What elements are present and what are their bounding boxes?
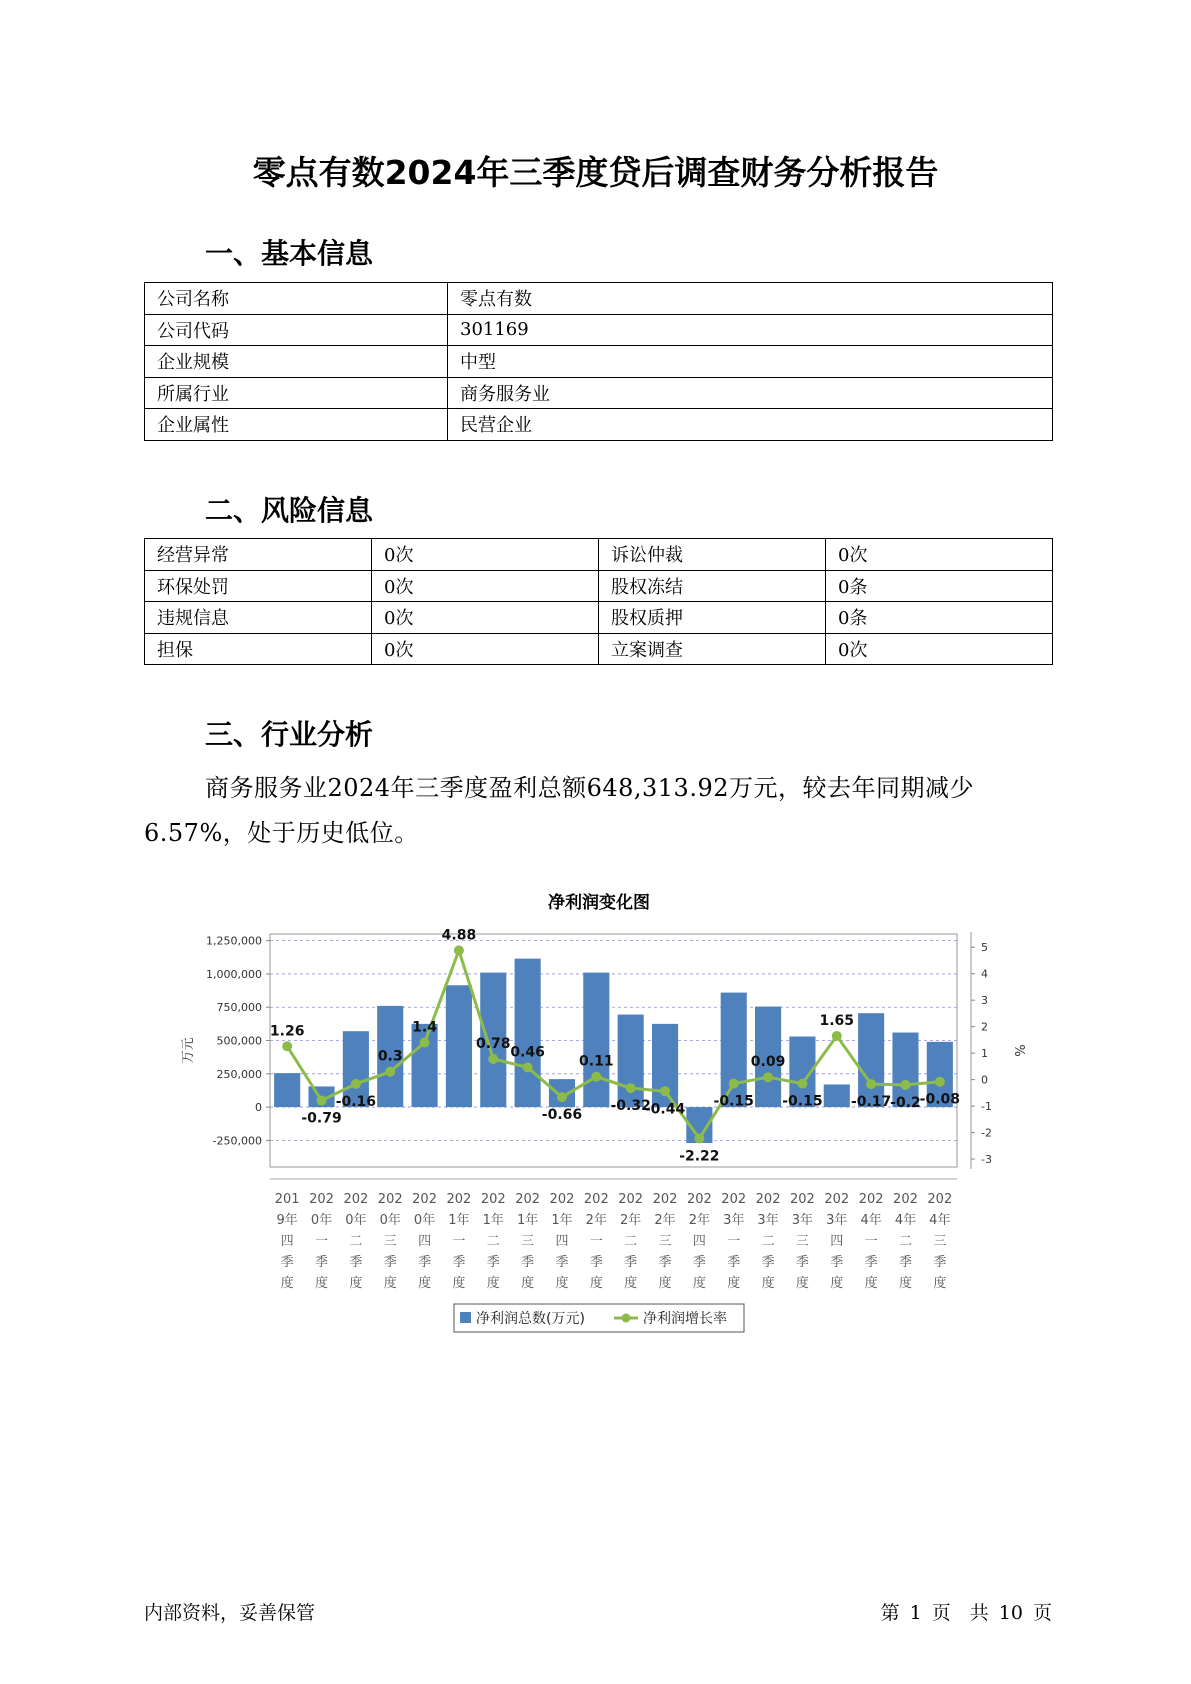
x-tick-label: 202 xyxy=(515,1192,541,1207)
x-tick-label: 一 xyxy=(452,1234,466,1249)
x-tick-label: 季 xyxy=(589,1255,603,1270)
growth-rate-point xyxy=(660,1086,670,1096)
x-tick-label: 三 xyxy=(795,1234,809,1249)
growth-rate-point xyxy=(935,1077,945,1087)
growth-rate-point xyxy=(626,1083,636,1093)
y-tick-label: 250,000 xyxy=(216,1067,262,1081)
data-label: -0.16 xyxy=(335,1093,377,1110)
company-name-label: 公司名称 xyxy=(145,283,448,315)
x-tick-label: 201 xyxy=(274,1192,300,1207)
x-tick-label: 202 xyxy=(412,1192,437,1207)
x-tick-label: 季 xyxy=(486,1255,500,1270)
data-label: 0.11 xyxy=(579,1053,614,1070)
x-tick-label: 3年 xyxy=(826,1213,848,1228)
x-tick-label: 四 xyxy=(280,1234,294,1249)
net-profit-chart xyxy=(180,880,1026,1340)
x-tick-label: 4年 xyxy=(929,1213,951,1228)
bar xyxy=(721,993,747,1108)
risk-value: 0次 xyxy=(372,570,599,602)
x-tick-label: 二 xyxy=(761,1234,775,1249)
y-tick-label: 0 xyxy=(255,1101,262,1115)
risk-label: 环保处罚 xyxy=(145,570,372,602)
risk-label: 立案调查 xyxy=(599,633,826,665)
legend-bar-label: 净利润总数(万元) xyxy=(476,1311,585,1327)
x-tick-label: 季 xyxy=(452,1255,466,1270)
x-tick-label: 1年 xyxy=(482,1213,504,1228)
x-tick-label: 2年 xyxy=(620,1213,642,1228)
x-tick-label: 3年 xyxy=(757,1213,779,1228)
industry-label: 所属行业 xyxy=(145,377,448,409)
risk-info-table xyxy=(144,538,1053,665)
x-tick-label: 度 xyxy=(624,1276,638,1291)
growth-rate-point xyxy=(523,1062,533,1072)
x-tick-label: 季 xyxy=(315,1255,329,1270)
x-tick-label: 度 xyxy=(280,1276,294,1291)
legend-line-marker xyxy=(622,1314,631,1323)
bar xyxy=(515,959,541,1107)
basic-info-table xyxy=(144,282,1053,441)
x-tick-label: 季 xyxy=(727,1255,741,1270)
table-row xyxy=(145,283,1053,315)
x-tick-label: 度 xyxy=(486,1276,500,1291)
section-heading-industry-analysis: 三、行业分析 xyxy=(205,718,374,751)
x-tick-label: 202 xyxy=(824,1192,850,1207)
x-tick-label: 季 xyxy=(383,1255,397,1270)
x-tick-label: 季 xyxy=(624,1255,638,1270)
growth-rate-point xyxy=(351,1079,361,1089)
y2-tick-label: 4 xyxy=(981,967,988,981)
data-label: -0.2 xyxy=(890,1094,921,1111)
bar xyxy=(858,1013,884,1107)
table-row xyxy=(145,570,1053,602)
risk-value: 0次 xyxy=(372,633,599,665)
growth-rate-point xyxy=(591,1072,601,1082)
bar xyxy=(618,1015,644,1108)
bar xyxy=(446,985,472,1107)
x-tick-label: 季 xyxy=(795,1255,809,1270)
growth-rate-point xyxy=(282,1041,292,1051)
growth-rate-point xyxy=(488,1054,498,1064)
bar xyxy=(412,1024,438,1107)
x-tick-label: 202 xyxy=(309,1192,334,1207)
x-tick-label: 1年 xyxy=(551,1213,573,1228)
footer-confidential-note: 内部资料，妥善保管 xyxy=(144,1602,316,1624)
x-tick-label: 季 xyxy=(418,1255,432,1270)
x-tick-label: 季 xyxy=(830,1255,844,1270)
growth-rate-point xyxy=(420,1038,430,1048)
data-label: -0.08 xyxy=(919,1091,961,1108)
risk-value: 0次 xyxy=(826,633,1053,665)
x-tick-label: 四 xyxy=(830,1234,844,1249)
data-label: -2.22 xyxy=(679,1148,720,1165)
x-tick-label: 度 xyxy=(383,1276,397,1291)
risk-value: 0条 xyxy=(826,570,1053,602)
bar xyxy=(583,973,609,1107)
x-tick-label: 202 xyxy=(927,1192,953,1207)
growth-rate-point xyxy=(797,1079,807,1089)
x-tick-label: 3年 xyxy=(723,1213,745,1228)
plot-area xyxy=(270,934,957,1167)
y2-tick-label: 1 xyxy=(981,1047,988,1061)
table-row xyxy=(145,346,1053,378)
data-label: -0.66 xyxy=(541,1107,583,1124)
company-type-value: 民营企业 xyxy=(448,409,1053,441)
x-tick-label: 度 xyxy=(589,1276,603,1291)
table-row xyxy=(145,633,1053,665)
data-label: 1.65 xyxy=(819,1012,855,1029)
section-heading-risk-info: 二、风险信息 xyxy=(205,494,374,527)
data-label: -0.15 xyxy=(713,1093,754,1110)
x-tick-label: 一 xyxy=(315,1234,329,1249)
x-tick-label: 一 xyxy=(589,1234,603,1249)
data-label: 0.46 xyxy=(510,1044,545,1061)
chart-title: 净利润变化图 xyxy=(548,893,650,913)
data-label: 0.09 xyxy=(750,1054,786,1071)
x-tick-label: 度 xyxy=(555,1276,569,1291)
footer-page-number: 第 1 页 共 10 页 xyxy=(880,1602,1052,1624)
x-tick-label: 4年 xyxy=(860,1213,882,1228)
company-type-label: 企业属性 xyxy=(145,409,448,441)
x-tick-label: 9年 xyxy=(276,1213,298,1228)
x-tick-label: 202 xyxy=(893,1192,918,1207)
company-scale-label: 企业规模 xyxy=(145,346,448,378)
company-name-value: 零点有数 xyxy=(448,283,1053,315)
x-tick-label: 度 xyxy=(521,1276,535,1291)
y-tick-label: -250,000 xyxy=(212,1134,262,1148)
x-tick-label: 度 xyxy=(349,1276,363,1291)
x-tick-label: 二 xyxy=(898,1234,912,1249)
y2-tick-label: 0 xyxy=(981,1073,988,1087)
x-tick-label: 季 xyxy=(933,1255,947,1270)
x-tick-label: 度 xyxy=(795,1276,809,1291)
data-label: 0.78 xyxy=(476,1035,511,1052)
x-tick-label: 度 xyxy=(315,1276,329,1291)
x-tick-label: 202 xyxy=(618,1192,644,1207)
data-label: -0.44 xyxy=(644,1101,686,1118)
x-tick-label: 度 xyxy=(830,1276,844,1291)
x-tick-label: 0年 xyxy=(379,1213,401,1228)
x-tick-label: 202 xyxy=(480,1192,506,1207)
company-code-label: 公司代码 xyxy=(145,314,448,346)
x-tick-label: 度 xyxy=(692,1276,706,1291)
x-tick-label: 2年 xyxy=(688,1213,711,1228)
x-tick-label: 四 xyxy=(555,1234,569,1249)
x-tick-label: 202 xyxy=(721,1192,747,1207)
risk-value: 0次 xyxy=(372,602,599,634)
y2-tick-label: -3 xyxy=(981,1153,992,1167)
x-tick-label: 202 xyxy=(790,1192,815,1207)
x-tick-label: 四 xyxy=(418,1234,432,1249)
growth-rate-point xyxy=(317,1096,327,1106)
y-axis-label: 万元 xyxy=(181,1037,196,1064)
y-tick-label: 500,000 xyxy=(216,1034,262,1048)
risk-value: 0条 xyxy=(826,602,1053,634)
x-tick-label: 2年 xyxy=(654,1213,676,1228)
growth-rate-point xyxy=(900,1080,910,1090)
y2-tick-label: 3 xyxy=(981,994,988,1008)
x-tick-label: 季 xyxy=(761,1255,775,1270)
company-scale-value: 中型 xyxy=(448,346,1053,378)
x-tick-label: 202 xyxy=(652,1192,678,1207)
x-tick-label: 四 xyxy=(692,1234,706,1249)
x-tick-label: 季 xyxy=(280,1255,294,1270)
x-tick-label: 二 xyxy=(349,1234,363,1249)
x-tick-label: 季 xyxy=(692,1255,706,1270)
risk-label: 诉讼仲裁 xyxy=(599,539,826,571)
y-tick-label: 1,250,000 xyxy=(206,934,262,948)
x-tick-label: 202 xyxy=(686,1192,712,1207)
data-label: -0.79 xyxy=(301,1110,342,1127)
x-tick-label: 季 xyxy=(555,1255,569,1270)
growth-rate-point xyxy=(557,1092,567,1102)
x-tick-label: 0年 xyxy=(345,1213,367,1228)
risk-label: 违规信息 xyxy=(145,602,372,634)
data-label: 0.3 xyxy=(377,1048,403,1065)
x-tick-label: 4年 xyxy=(894,1213,917,1228)
x-tick-label: 0年 xyxy=(310,1213,333,1228)
risk-value: 0次 xyxy=(372,539,599,571)
bar xyxy=(274,1073,300,1107)
x-tick-label: 季 xyxy=(898,1255,912,1270)
x-tick-label: 3年 xyxy=(791,1213,814,1228)
table-row xyxy=(145,602,1053,634)
data-label: 1.26 xyxy=(269,1023,305,1040)
data-label: -0.17 xyxy=(850,1094,892,1111)
y-tick-label: 750,000 xyxy=(216,1001,262,1015)
growth-rate-point xyxy=(763,1072,773,1082)
x-tick-label: 度 xyxy=(864,1276,878,1291)
y2-tick-label: -1 xyxy=(981,1100,992,1114)
growth-rate-point xyxy=(866,1079,876,1089)
x-tick-label: 三 xyxy=(658,1234,672,1249)
x-tick-label: 度 xyxy=(933,1276,947,1291)
growth-rate-point xyxy=(729,1079,739,1089)
x-tick-label: 202 xyxy=(583,1192,609,1207)
industry-analysis-paragraph: 商务服务业2024年三季度盈利总额648,313.92万元，较去年同期减少6.57%，处于历史低位。 xyxy=(144,774,974,847)
section-heading-basic-info: 一、基本信息 xyxy=(205,237,374,270)
risk-label: 担保 xyxy=(145,633,372,665)
x-tick-label: 202 xyxy=(755,1192,781,1207)
x-tick-label: 季 xyxy=(349,1255,363,1270)
x-tick-label: 度 xyxy=(898,1276,912,1291)
growth-rate-point xyxy=(454,945,464,955)
x-tick-label: 202 xyxy=(549,1192,575,1207)
x-tick-label: 二 xyxy=(486,1234,500,1249)
x-tick-label: 一 xyxy=(727,1234,741,1249)
table-row xyxy=(145,377,1053,409)
legend-bar-swatch xyxy=(460,1312,471,1323)
risk-label: 股权冻结 xyxy=(599,570,826,602)
x-tick-label: 一 xyxy=(864,1234,878,1249)
x-tick-label: 202 xyxy=(343,1192,369,1207)
data-label: 1.4 xyxy=(412,1019,437,1036)
x-tick-label: 三 xyxy=(521,1234,535,1249)
x-tick-label: 1年 xyxy=(516,1213,539,1228)
table-row xyxy=(145,539,1053,571)
x-tick-label: 二 xyxy=(624,1234,638,1249)
y2-tick-label: 5 xyxy=(981,941,988,955)
x-tick-label: 1年 xyxy=(448,1213,470,1228)
growth-rate-point xyxy=(832,1031,842,1041)
x-tick-label: 0年 xyxy=(413,1213,436,1228)
x-tick-label: 度 xyxy=(418,1276,432,1291)
x-tick-label: 三 xyxy=(383,1234,397,1249)
data-label: -0.15 xyxy=(782,1093,823,1110)
industry-value: 商务服务业 xyxy=(448,377,1053,409)
x-tick-label: 度 xyxy=(452,1276,466,1291)
x-tick-label: 度 xyxy=(658,1276,672,1291)
x-tick-label: 三 xyxy=(933,1234,947,1249)
x-tick-label: 202 xyxy=(446,1192,472,1207)
data-label: 4.88 xyxy=(441,927,477,944)
x-tick-label: 202 xyxy=(377,1192,403,1207)
table-row xyxy=(145,314,1053,346)
report-title: 零点有数2024年三季度贷后调查财务分析报告 xyxy=(252,153,939,192)
legend-line-label: 净利润增长率 xyxy=(643,1311,727,1327)
x-tick-label: 202 xyxy=(858,1192,884,1207)
x-tick-label: 度 xyxy=(761,1276,775,1291)
x-tick-label: 季 xyxy=(521,1255,535,1270)
x-tick-label: 2年 xyxy=(585,1213,607,1228)
x-tick-label: 季 xyxy=(658,1255,672,1270)
risk-label: 经营异常 xyxy=(145,539,372,571)
x-tick-label: 季 xyxy=(864,1255,878,1270)
y2-tick-label: 2 xyxy=(981,1020,988,1034)
table-row xyxy=(145,409,1053,441)
risk-label: 股权质押 xyxy=(599,602,826,634)
y-tick-label: 1,000,000 xyxy=(206,967,262,981)
y2-axis-label: % xyxy=(1011,1044,1026,1057)
growth-rate-point xyxy=(385,1067,395,1077)
bar xyxy=(824,1084,850,1107)
company-code-value: 301169 xyxy=(448,314,1053,346)
risk-value: 0次 xyxy=(826,539,1053,571)
growth-rate-point xyxy=(694,1133,704,1143)
y2-tick-label: -2 xyxy=(981,1126,992,1140)
data-label: -0.32 xyxy=(610,1098,651,1115)
x-tick-label: 度 xyxy=(727,1276,741,1291)
